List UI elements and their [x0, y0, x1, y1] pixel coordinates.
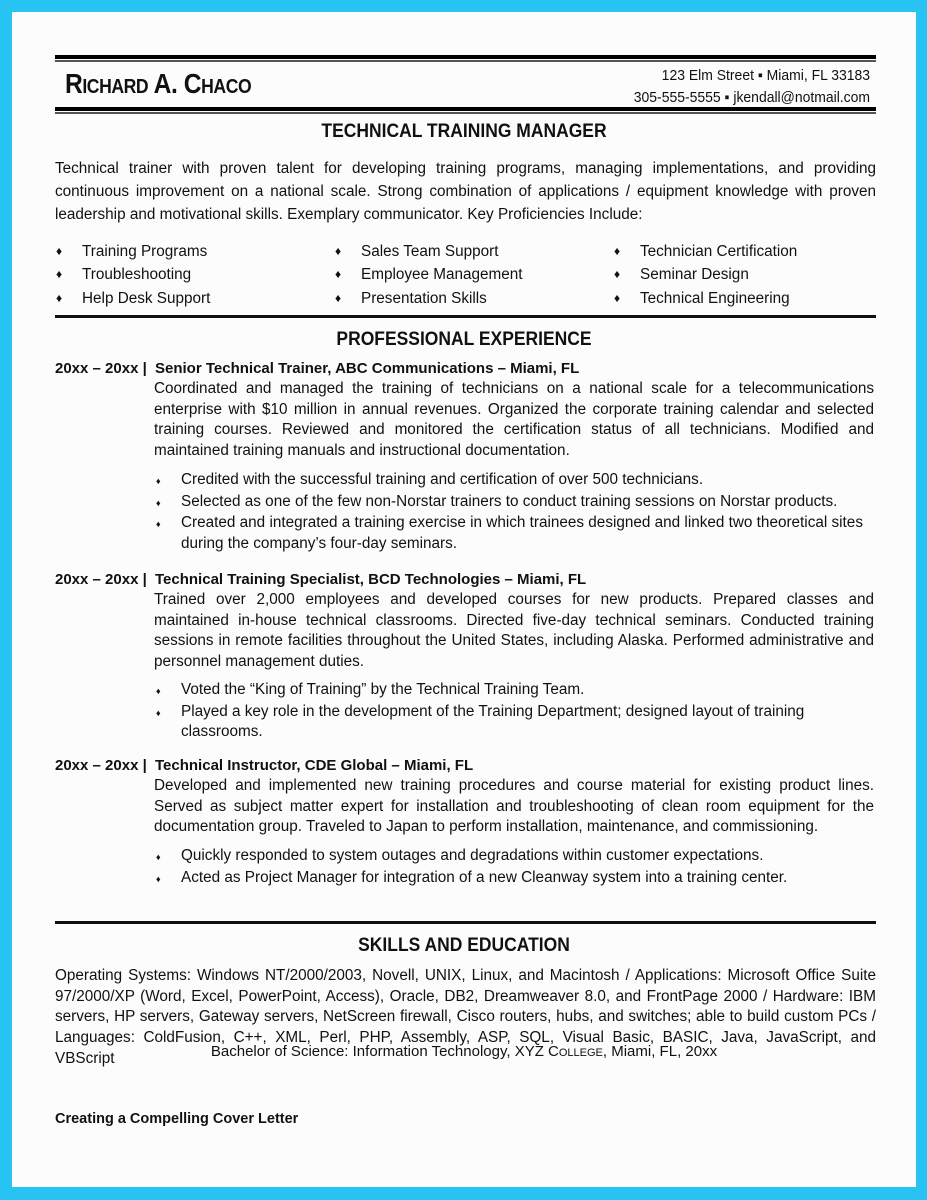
- diamond-bullet-icon: ♦: [156, 519, 161, 529]
- school-name: XYZ College: [514, 1043, 603, 1060]
- phone-email-line: 305-555-5555 ▪ jkendall@notmail.com: [633, 89, 870, 106]
- proficiency-item: ♦ Employee Management: [334, 263, 613, 286]
- resume-page: [12, 12, 916, 1187]
- diamond-bullet-icon: ♦: [614, 267, 621, 282]
- diamond-bullet-icon: ♦: [156, 707, 161, 718]
- proficiency-item: ♦ Technician Certification: [613, 240, 876, 263]
- diamond-bullet-icon: ♦: [156, 686, 161, 696]
- achievement-item: ♦ Acted as Project Manager for integration of a new Cleanway system into a training center.: [154, 868, 874, 890]
- candidate-name: Richard A. Chaco: [65, 68, 252, 99]
- skills-heading: SKILLS AND EDUCATION: [358, 935, 570, 956]
- job-position: Technical Instructor, CDE Global – Miami, FL: [155, 757, 474, 774]
- job-description: Coordinated and managed the training of technicians on a national scale for a telecommunications enterprise with $10 million in annual revenues. Organized the corporate training calendar and selected training courses. Reviewed and monitored the certification status of all technicians. Modified and maintained training manuals and instructional documentation.: [154, 380, 874, 459]
- diamond-bullet-icon: ♦: [335, 290, 342, 305]
- job-achievements: [154, 470, 874, 554]
- job-achievements: [154, 680, 874, 743]
- job-dates: 20xx – 20xx |: [55, 571, 147, 588]
- diamond-bullet-icon: ♦: [56, 244, 63, 258]
- achievement-item: ♦ Played a key role in the development of the Training Department; designed layout of training classrooms.: [154, 702, 874, 743]
- achievement-item: ♦ Credited with the successful training and certification of over 500 technicians.: [154, 470, 874, 492]
- header-rule-bottom: [55, 107, 876, 114]
- diamond-bullet-icon: ♦: [156, 852, 161, 862]
- job-position: Senior Technical Trainer, ABC Communications – Miami, FL: [155, 360, 580, 377]
- proficiency-item: ♦ Troubleshooting: [55, 263, 334, 286]
- achievement-item: ♦ Created and integrated a training exercise in which trainees designed and linked two theoretical sites during the company’s four-day seminars.: [154, 513, 874, 554]
- diamond-bullet-icon: ♦: [156, 873, 161, 884]
- job-header: [55, 360, 579, 377]
- section-divider: [55, 315, 876, 318]
- proficiency-item: ♦ Sales Team Support: [334, 240, 613, 263]
- proficiency-item: ♦ Presentation Skills: [334, 287, 613, 310]
- diamond-bullet-icon: ♦: [614, 290, 621, 305]
- section-divider: [55, 921, 876, 924]
- job-position: Technical Training Specialist, BCD Technologies – Miami, FL: [155, 571, 587, 588]
- cover-letter-link[interactable]: Creating a Compelling Cover Letter: [55, 1111, 299, 1127]
- proficiency-item: ♦ Training Programs: [55, 240, 334, 263]
- address-line: 123 Elm Street ▪ Miami, FL 33183: [661, 67, 870, 84]
- job-dates: 20xx – 20xx |: [55, 757, 147, 774]
- diamond-bullet-icon: ♦: [335, 267, 342, 282]
- proficiency-item: ♦ Help Desk Support: [55, 287, 334, 310]
- job-achievements: [154, 846, 874, 889]
- achievement-item: ♦ Quickly responded to system outages and degradations within customer expectations.: [154, 846, 874, 868]
- experience-heading: PROFESSIONAL EXPERIENCE: [336, 329, 592, 350]
- education-line: Bachelor of Science: Information Technology, XYZ College, Miami, FL, 20xx: [210, 1043, 718, 1060]
- diamond-bullet-icon: ♦: [335, 244, 342, 258]
- diamond-bullet-icon: ♦: [614, 244, 621, 258]
- diamond-bullet-icon: ♦: [56, 267, 63, 282]
- diamond-bullet-icon: ♦: [156, 497, 161, 508]
- job-description: Trained over 2,000 employees and developed courses for new products. Prepared classes and maintained in-house technical classrooms. Directed five-day technical seminars. Conducted training sessions in remote facilities throughout the United States, including Alaska. Performed administrative and personnel management duties.: [154, 591, 874, 670]
- proficiency-item: ♦ Technical Engineering: [613, 287, 876, 310]
- diamond-bullet-icon: ♦: [156, 476, 161, 486]
- skills-paragraph: Operating Systems: Windows NT/2000/2003, Novell, UNIX, Linux, and Macintosh / Applications: Microsoft Office Suite 97/2000/XP (Word, Excel, PowerPoint, Access), Oracle, DB2, Dreamweaver 8.0, and FrontPage 2000 / Hardware: IBM servers, HP servers, Gateway servers, NetScreen firewall, Cisco routers, hubs, and switches; able to build custom PCs / Languages: ColdFusion, C++, XML, Perl, PHP, Assembly, ASP, SQL, Visual Basic, BASIC, Java, JavaScript, and VBScript: [55, 967, 876, 1067]
- job-dates: 20xx – 20xx |: [55, 360, 147, 377]
- job-description: Developed and implemented new training procedures and course material for existing product lines. Served as subject matter expert for installation and troubleshooting of clean room equipment for the documentation group. Traveled to Japan to perform installation, maintenance, and commissioning.: [154, 777, 874, 835]
- achievement-item: ♦ Selected as one of the few non-Norstar trainers to conduct training sessions on Norstar products.: [154, 492, 874, 514]
- proficiencies-list: [55, 240, 876, 310]
- contact-block: [634, 65, 870, 109]
- job-header: [55, 571, 586, 588]
- job-title-heading: TECHNICAL TRAINING MANAGER: [321, 121, 607, 142]
- summary-paragraph: Technical trainer with proven talent for developing training programs, managing implementations, and providing continuous improvement on a national scale. Strong combination of applications / equipment knowledge with proven leadership and motivational skills. Exemplary communicator. Key Proficiencies Include:: [55, 160, 876, 223]
- diamond-bullet-icon: ♦: [56, 290, 63, 305]
- job-header: [55, 757, 473, 774]
- header-rule-top: [55, 55, 876, 62]
- proficiency-item: ♦ Seminar Design: [613, 263, 876, 286]
- achievement-item: ♦ Voted the “King of Training” by the Technical Training Team.: [154, 680, 874, 702]
